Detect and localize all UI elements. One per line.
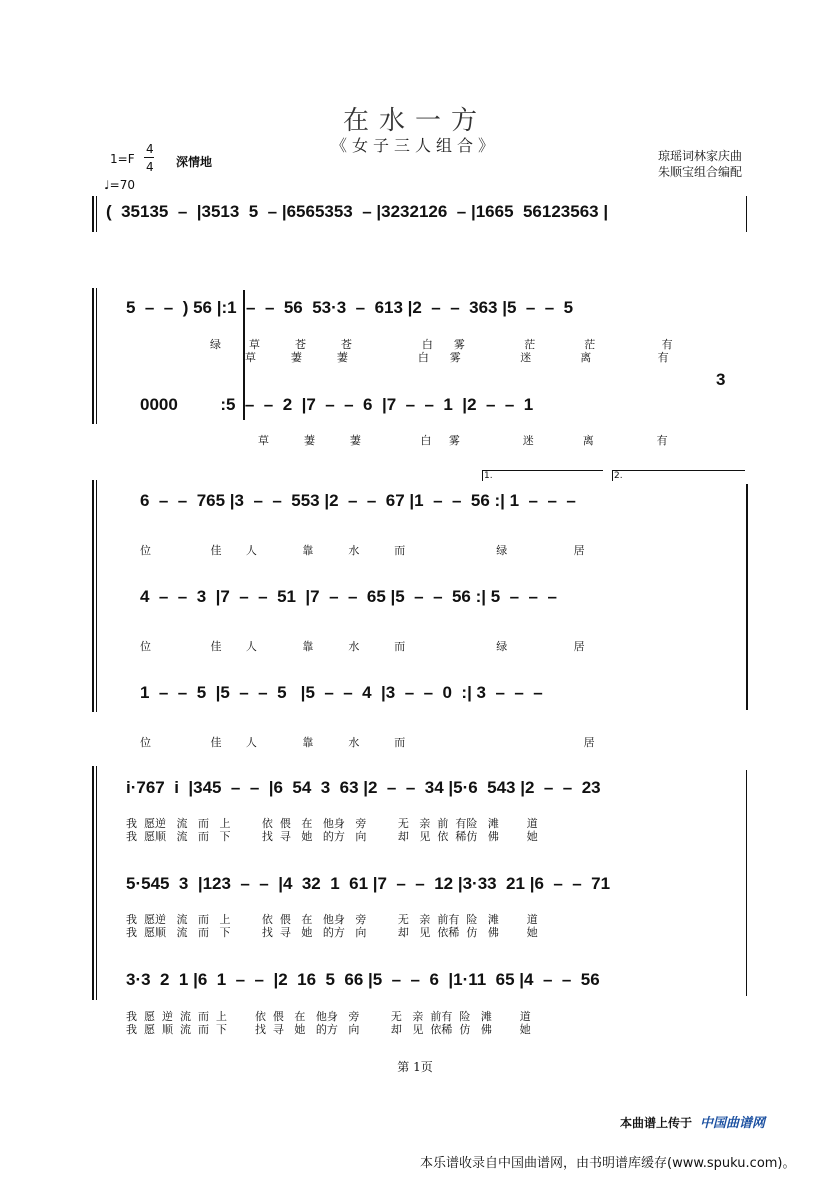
volta-1-label: 1. — [484, 471, 493, 481]
sys4-lyric-2a: 我 愿逆 流 而 上 依 偎 在 他身 旁 无 亲 前有 险 滩 道 — [126, 913, 538, 926]
source-footer: 本乐谱收录自中国曲谱网，由书明谱库缓存(www.spuku.com)。 — [420, 1156, 796, 1171]
system3-bracket — [92, 480, 94, 712]
sys2-voice2: 0000 :5 – – 2 |7 – – 6 |7 – – 1 |2 – – 1 — [140, 395, 534, 414]
system4-end-barline — [746, 770, 747, 996]
system2-bracket — [92, 288, 94, 424]
sys2-extra-note: 3 — [716, 370, 726, 389]
system4-bracket-thin — [96, 766, 97, 1000]
sys2-lyric-2: 草 萋 萋 白 雾 迷 离 有 — [258, 434, 668, 447]
time-signature-line — [144, 157, 154, 158]
system3-end-barline — [746, 484, 748, 710]
sys4-voice3: 3·3 2 1 |6 1 – – |2 16 5 66 |5 – – 6 |1·11 65 |4 – – 56 — [126, 970, 600, 989]
sys2-voice1: 5 – – ) 56 |:1 – – 56 53·3 – 613 |2 – – 363 |5 – – 5 — [126, 298, 574, 317]
system4-bracket — [92, 766, 94, 1000]
tempo-mark: ♩=70 — [104, 178, 135, 192]
time-signature-bottom: 4 — [146, 160, 154, 174]
system1-end-barline — [746, 196, 747, 232]
credit-lyrics-composer: 琼瑶词林家庆曲 — [657, 149, 742, 163]
credits — [658, 148, 742, 180]
expression-mark: 深情地 — [176, 155, 213, 169]
sys3-lyric-1: 位 佳 人 靠 水 而 绿 居 — [140, 544, 585, 557]
sys2-lyric-1a: 绿 草 苍 苍 白 雾 茫 茫 有 — [210, 338, 673, 351]
sys3-lyric-2: 位 佳 人 靠 水 而 绿 居 — [140, 640, 585, 653]
sys4-lyric-1a: 我 愿逆 流 而 上 依 偎 在 他身 旁 无 亲 前 有险 滩 道 — [126, 817, 538, 830]
sys4-lyric-1b: 我 愿顺 流 而 下 找 寻 她 的方 向 却 见 依 稀仿 佛 她 — [126, 830, 538, 843]
system3-bracket-thin — [96, 480, 97, 712]
sys3-voice1: 6 – – 765 |3 – – 553 |2 – – 67 |1 – – 56 :| 1 – – – — [140, 491, 576, 510]
sys4-lyric-3a: 我 愿 逆 流 而 上 依 偎 在 他身 旁 无 亲 前有 险 滩 道 — [126, 1010, 531, 1023]
sys3-voice2: 4 – – 3 |7 – – 51 |7 – – 65 |5 – – 56 :| 5 – – – — [140, 587, 557, 606]
system1-bracket — [92, 196, 94, 232]
sys3-voice3: 1 – – 5 |5 – – 5 |5 – – 4 |3 – – 0 :| 3 – – – — [140, 683, 543, 702]
credit-arranger: 朱顺宝组合编配 — [657, 165, 742, 179]
time-signature-top: 4 — [146, 142, 154, 156]
volta-2-label: 2. — [614, 471, 623, 481]
upload-note: 本曲谱上传于 — [620, 1116, 693, 1130]
song-subtitle: 《女子三人组合》 — [330, 136, 499, 155]
volta-1-bracket — [482, 470, 603, 481]
intro-melody: ( 35135 – |3513 5 – |6565353 – |3232126 – |1665 56123563 | — [106, 202, 609, 221]
system2-bracket-thin — [96, 288, 97, 424]
sys4-lyric-3b: 我 愿 顺 流 而 下 找 寻 她 的方 向 却 见 依稀 仿 佛 她 — [126, 1023, 531, 1036]
volta-2-bracket — [612, 470, 745, 481]
sys4-lyric-2b: 我 愿顺 流 而 下 找 寻 她 的方 向 却 见 依稀 仿 佛 她 — [126, 926, 538, 939]
sys3-lyric-3: 位 佳 人 靠 水 而 居 — [140, 736, 595, 749]
sys4-voice2: 5·545 3 |123 – – |4 32 1 61 |7 – – 12 |3·33 21 |6 – – 71 — [126, 874, 611, 893]
sys4-voice1: i·767 i |345 – – |6 54 3 63 |2 – – 34 |5·6 543 |2 – – 23 — [126, 778, 601, 797]
system1-bracket-thin — [96, 196, 97, 232]
key-signature: 1=F — [110, 152, 135, 166]
song-title: 在水一方 — [342, 106, 487, 136]
page-number: 第 1页 — [397, 1060, 433, 1074]
sys2-lyric-1b: 草 萋 萋 白 雾 迷 离 有 — [210, 351, 669, 364]
site-logo[interactable]: 中国曲谱网 — [700, 1116, 766, 1131]
